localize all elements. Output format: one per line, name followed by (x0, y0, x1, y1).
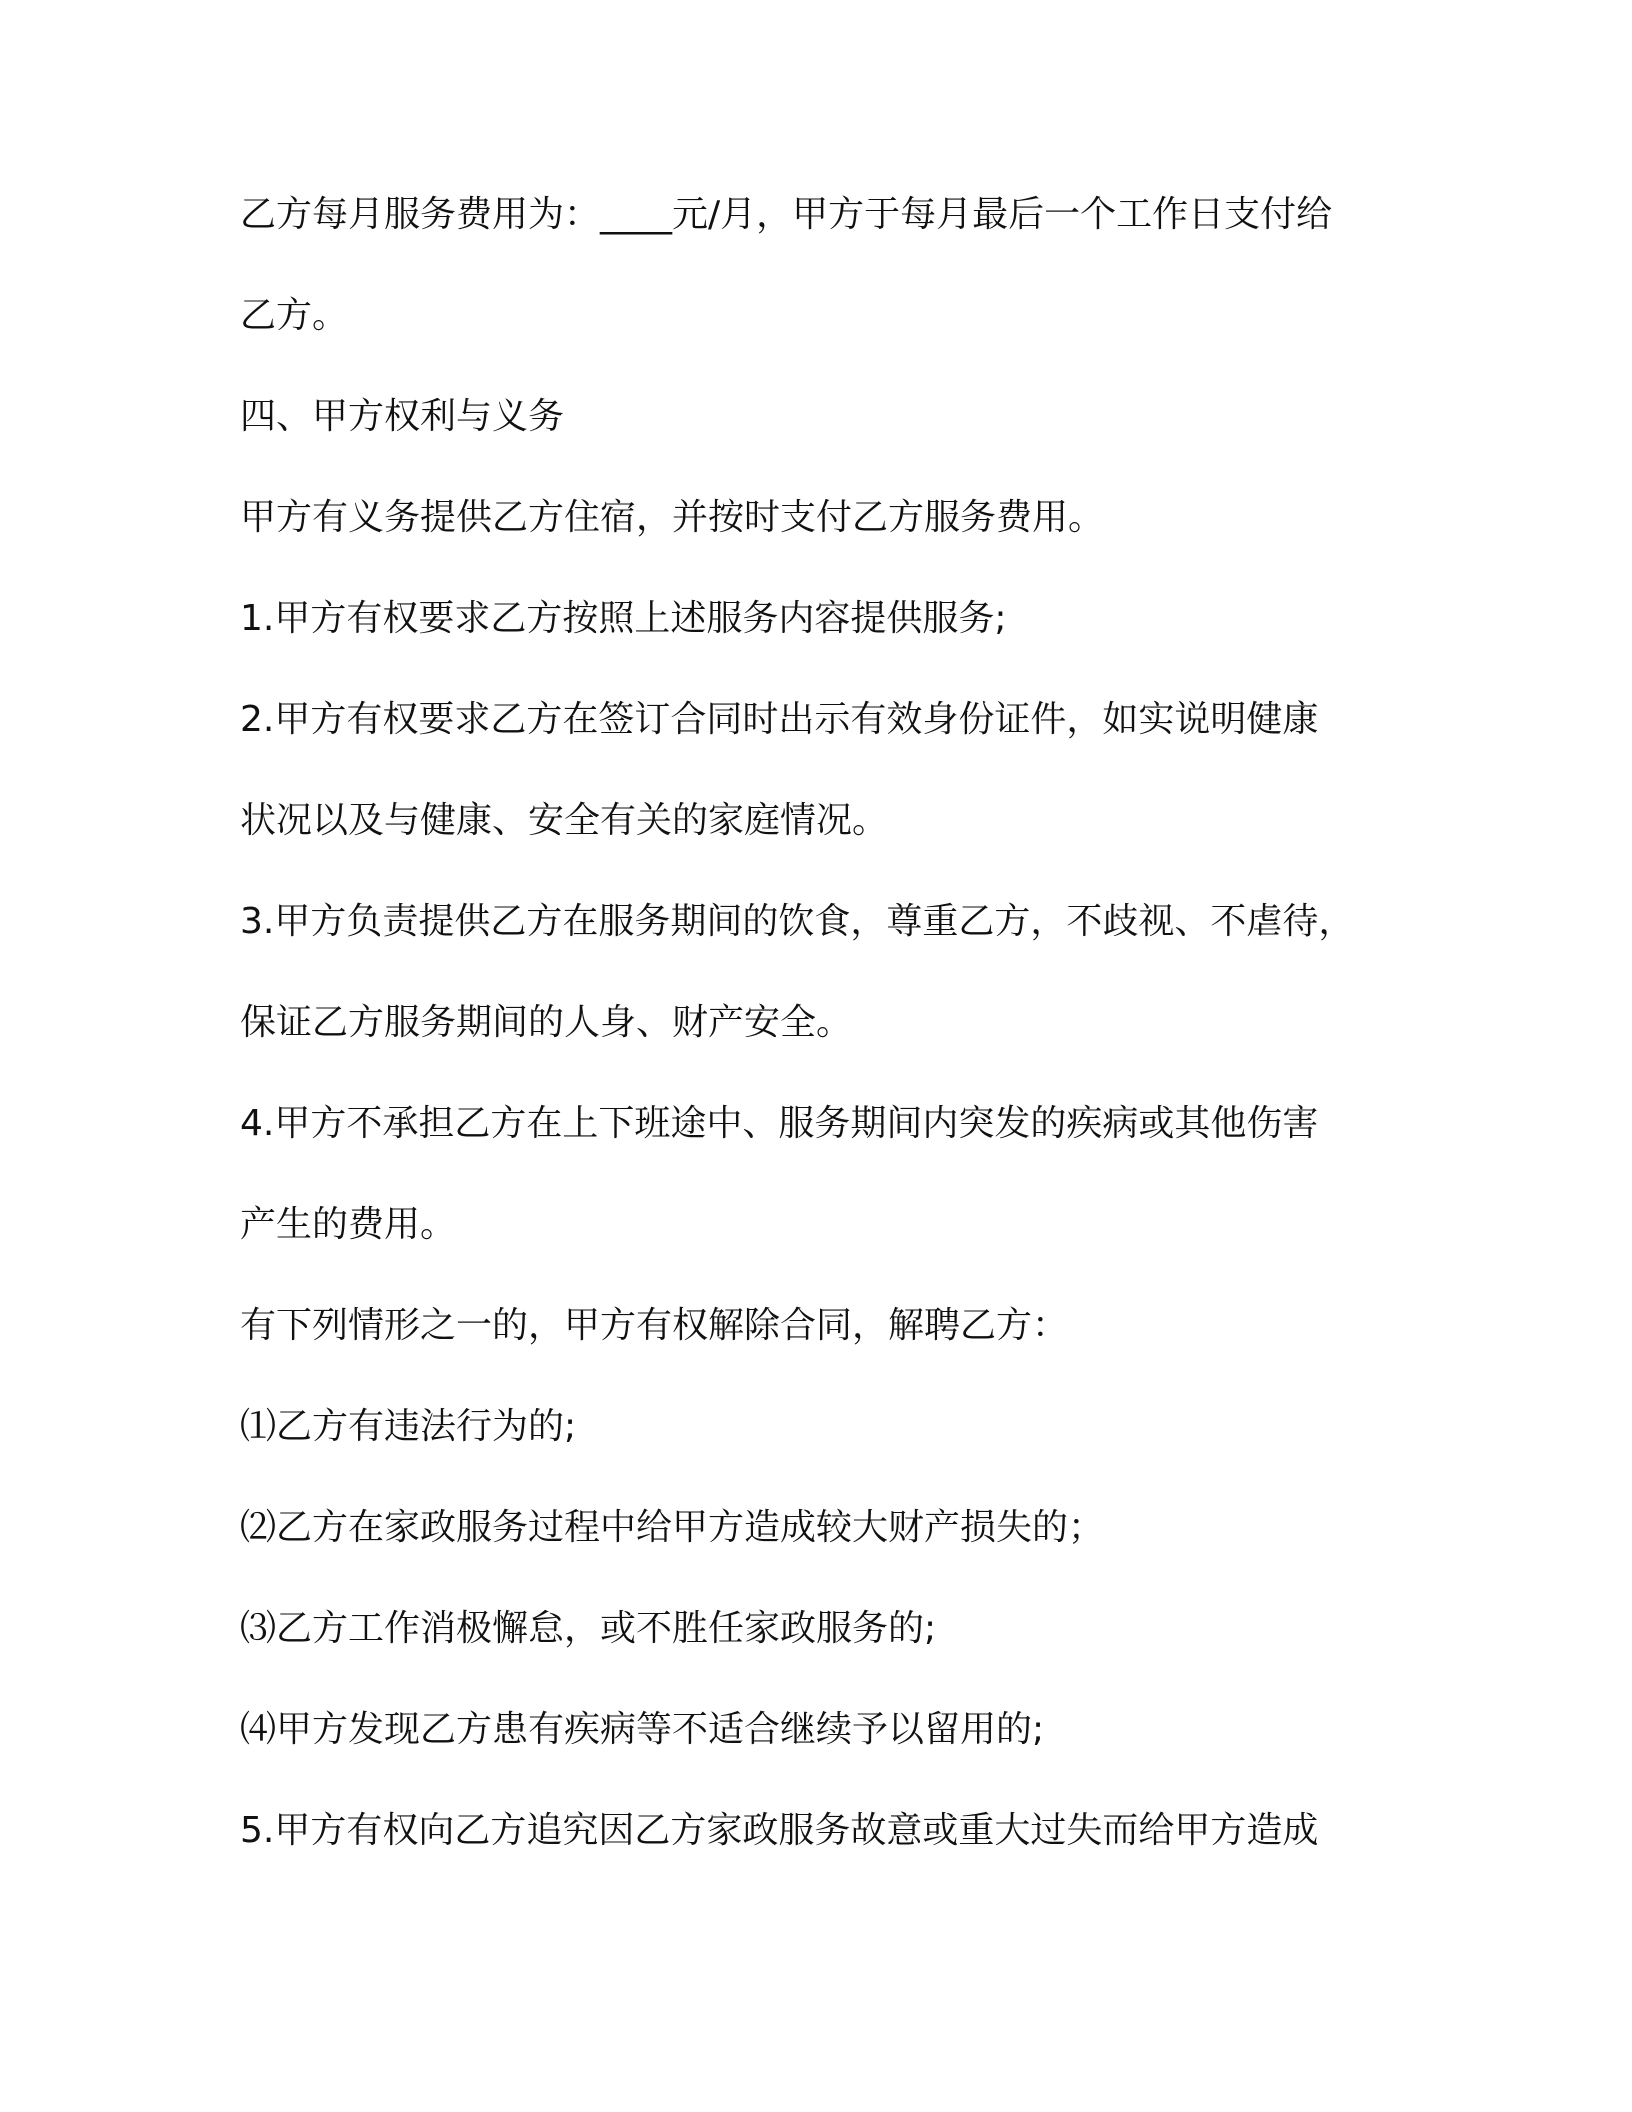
sub-list-item: ⑴乙方有违法行为的; (240, 1406, 577, 1447)
text-line: 有下列情形之一的，甲方有权解除合同，解聘乙方： (240, 1305, 1069, 1346)
list-item: 4.甲方不承担乙方在上下班途中、服务期间内突发的疾病或其他伤害 (240, 1103, 1319, 1144)
sub-list-item: ⑵乙方在家政服务过程中给甲方造成较大财产损失的； (240, 1507, 1105, 1548)
text-line: 乙方每月服务费用为：____元/月，甲方于每月最后一个工作日支付给 (240, 194, 1333, 235)
list-item: 1.甲方有权要求乙方按照上述服务内容提供服务; (240, 598, 1007, 639)
text-line: 甲方有义务提供乙方住宿，并按时支付乙方服务费用。 (240, 497, 1105, 538)
text-line: 乙方。 (240, 295, 349, 336)
list-item: 5.甲方有权向乙方追究因乙方家政服务故意或重大过失而给甲方造成 (240, 1810, 1319, 1851)
document-body (240, 180, 1400, 1897)
text-line: 保证乙方服务期间的人身、财产安全。 (240, 1002, 853, 1043)
sub-list-item: ⑷甲方发现乙方患有疾病等不适合继续予以留用的; (240, 1709, 1045, 1750)
sub-list-item: ⑶乙方工作消极懈怠，或不胜任家政服务的; (240, 1608, 937, 1649)
text-line: 产生的费用。 (240, 1204, 457, 1245)
list-item: 3.甲方负责提供乙方在服务期间的饮食，尊重乙方，不歧视、不虐待， (240, 901, 1355, 942)
text-line: 状况以及与健康、安全有关的家庭情况。 (240, 800, 889, 841)
section-heading: 四、甲方权利与义务 (240, 396, 565, 437)
list-item: 2.甲方有权要求乙方在签订合同时出示有效身份证件，如实说明健康 (240, 699, 1319, 740)
